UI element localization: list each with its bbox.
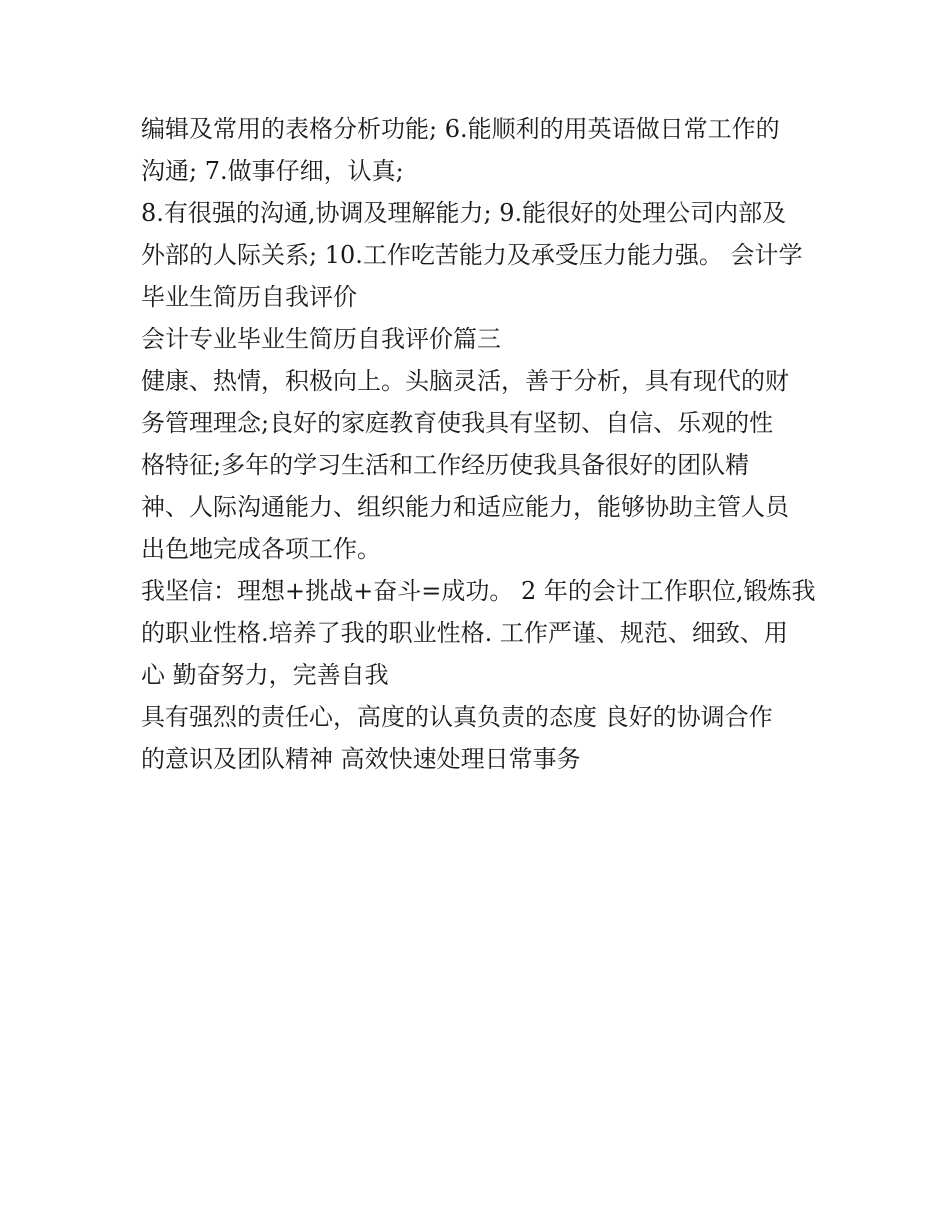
text-line: 8.有很强的沟通,协调及理解能力; 9.能很好的处理公司内部及 — [141, 199, 787, 227]
section-heading: 会计专业毕业生简历自我评价篇三 — [141, 325, 501, 353]
text-line: 外部的人际关系; 10.工作吃苦能力及承受压力能力强。 会计学 — [141, 241, 803, 269]
text-line: 具有强烈的责任心，高度的认真负责的态度 良好的协调合作 — [141, 703, 773, 731]
text-line: 的意识及团队精神 高效快速处理日常事务 — [141, 745, 581, 773]
document-body — [141, 108, 821, 780]
text-line: 心 勤奋努力，完善自我 — [141, 661, 389, 689]
text-line: 毕业生简历自我评价 — [141, 283, 357, 311]
text-line: 的职业性格.培养了我的职业性格. 工作严谨、规范、细致、用 — [141, 619, 788, 647]
text-line: 格特征;多年的学习生活和工作经历使我具备很好的团队精 — [141, 451, 750, 479]
text-line: 沟通; 7.做事仔细，认真; — [141, 157, 404, 185]
text-line: 神、人际沟通能力、组织能力和适应能力，能够协助主管人员 — [141, 493, 789, 521]
text-line: 编辑及常用的表格分析功能; 6.能顺利的用英语做日常工作的 — [141, 115, 780, 143]
text-line: 健康、热情，积极向上。头脑灵活，善于分析，具有现代的财 — [141, 367, 789, 395]
text-line: 务管理理念;良好的家庭教育使我具有坚韧、自信、乐观的性 — [141, 409, 774, 437]
text-line: 出色地完成各项工作。 — [141, 535, 381, 563]
text-line: 我坚信：理想+挑战+奋斗=成功。 2 年的会计工作职位,锻炼我 — [141, 577, 816, 605]
